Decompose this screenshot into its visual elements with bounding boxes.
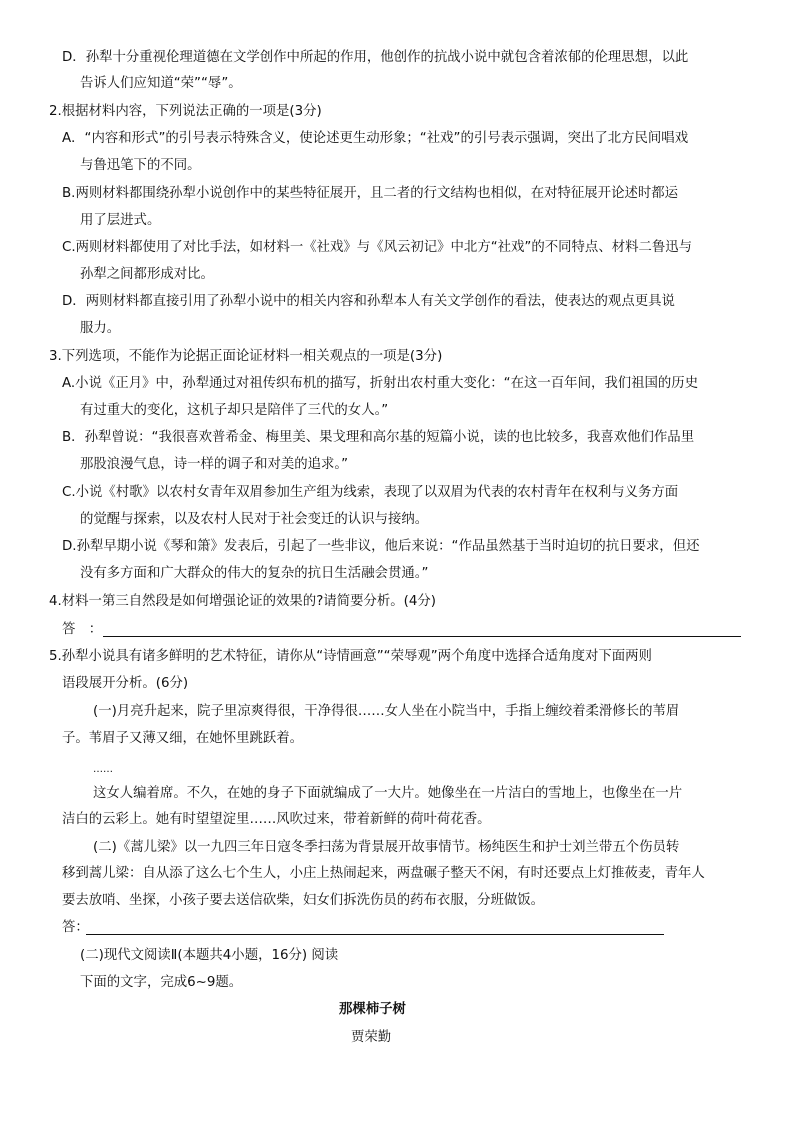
q3-option-c-line2[interactable]: 的觉醒与探索，以及农村人民对于社会变迁的认识与接纳。 bbox=[80, 512, 429, 527]
section-2-instruction: 下面的文字，完成6~9题。 bbox=[80, 975, 243, 990]
q5-passage3-line1: (二)《蒿儿梁》以一九四三年日寇冬季扫荡为背景展开故事情节。杨纯医生和护士刘兰带五个伤员转 bbox=[93, 840, 680, 855]
q5-answer-label: 答： bbox=[62, 920, 89, 935]
q5-ellipsis: …… bbox=[93, 764, 113, 775]
q3-option-b-line2[interactable]: 那股浪漫气息，诗一样的调子和对美的追求。” bbox=[80, 457, 349, 472]
article-author: 贾荣勤 bbox=[351, 1030, 392, 1045]
q2-option-a-line1[interactable]: A．“内容和形式”的引号表示特殊含义，使论述更生动形象；“社戏”的引号表示强调，突出了北方民间唱戏 bbox=[62, 131, 689, 146]
question-4-stem: 4.材料一第三自然段是如何增强论证的效果的?请简要分析。(4分) bbox=[49, 594, 437, 609]
q2-option-d-line2[interactable]: 服力。 bbox=[80, 321, 121, 336]
article-title: 那棵柿子树 bbox=[339, 1002, 406, 1017]
q5-passage3-line3: 要去放哨、坐探，小孩子要去送信砍柴，妇女们拆洗伤员的药布衣服，分班做饭。 bbox=[62, 893, 545, 908]
q2-option-a-line2[interactable]: 与鲁迅笔下的不同。 bbox=[80, 158, 201, 173]
q3-option-d-line2[interactable]: 没有多方面和广大群众的伟大的复杂的抗日生活融会贯通。” bbox=[80, 566, 429, 581]
q5-passage2-line1: 这女人编着席。不久，在她的身子下面就编成了一大片。她像坐在一片洁白的雪地上，也像坐在一片 bbox=[93, 786, 683, 801]
q2-option-d-line1[interactable]: D．两则材料都直接引用了孙犁小说中的相关内容和孙犁本人有关文学创作的看法，使表达的观点更具说 bbox=[62, 294, 675, 309]
q2-option-c-line1[interactable]: C.两则材料都使用了对比手法，如材料一《社戏》与《风云初记》中北方“社戏”的不同特点、材料二鲁迅与 bbox=[62, 240, 693, 255]
question-5-stem-line2: 语段展开分析。(6分) bbox=[62, 676, 189, 691]
q2-option-b-line2[interactable]: 用了层进式。 bbox=[80, 213, 161, 228]
q1-option-d-line2[interactable]: 告诉人们应知道“荣”“辱”。 bbox=[80, 76, 242, 91]
q5-passage1-line2: 子。苇眉子又薄又细，在她怀里跳跃着。 bbox=[62, 731, 304, 746]
q5-answer-line[interactable] bbox=[86, 934, 664, 935]
q3-option-a-line2[interactable]: 有过重大的变化，这机子却只是陪伴了三代的女人。” bbox=[80, 403, 389, 418]
q2-option-b-line1[interactable]: B.两则材料都围绕孙犁小说创作中的某些特征展开，且二者的行文结构也相似，在对特征展开论述时都运 bbox=[62, 186, 679, 201]
q4-answer-line[interactable] bbox=[103, 636, 741, 637]
q5-passage1-line1: (一)月亮升起来，院子里凉爽得很，干净得很……女人坐在小院当中，手指上缠绞着柔滑修长的苇眉 bbox=[93, 704, 680, 719]
q3-option-d-line1[interactable]: D.孙犁早期小说《琴和箫》发表后，引起了一些非议，他后来说：“作品虽然基于当时迫切的抗日要求，但还 bbox=[62, 539, 700, 554]
q1-option-d-line1[interactable]: D．孙犁十分重视伦理道德在文学创作中所起的作用，他创作的抗战小说中就包含着浓郁的伦理思想，以此 bbox=[62, 50, 689, 65]
section-2-heading: (二)现代文阅读Ⅱ(本题共4小题，16分) 阅读 bbox=[80, 948, 339, 963]
q3-option-a-line1[interactable]: A.小说《正月》中，孙犁通过对祖传织布机的描写，折射出农村重大变化：“在这一百年间，我们祖国的历史 bbox=[62, 376, 699, 391]
q5-passage2-line2: 洁白的云彩上。她有时望望淀里……风吹过来，带着新鲜的荷叶荷花香。 bbox=[62, 812, 491, 827]
question-5-stem-line1: 5.孙犁小说具有诸多鲜明的艺术特征，请你从“诗情画意”“荣辱观”两个角度中选择合适角度对下面两则 bbox=[49, 649, 652, 664]
q3-option-c-line1[interactable]: C.小说《村歌》以农村女青年双眉参加生产组为线索，表现了以双眉为代表的农村青年在权利与义务方面 bbox=[62, 485, 679, 500]
q2-option-c-line2[interactable]: 孙犁之间都形成对比。 bbox=[80, 267, 214, 282]
question-3-stem: 3.下列选项，不能作为论据正面论证材料一相关观点的一项是(3分) bbox=[49, 349, 443, 364]
q4-answer-label: 答 ： bbox=[62, 622, 103, 637]
question-2-stem: 2.根据材料内容，下列说法正确的一项是(3分) bbox=[49, 104, 322, 119]
q5-passage3-line2: 移到蒿儿梁：自从添了这么七个生人，小庄上热闹起来，两盘碾子整天不闲，有时还要点上灯推莜麦，青年人 bbox=[62, 866, 705, 881]
q3-option-b-line1[interactable]: B．孙犁曾说：“我很喜欢普希金、梅里美、果戈理和高尔基的短篇小说，读的也比较多，我喜欢他们作品里 bbox=[62, 430, 695, 445]
